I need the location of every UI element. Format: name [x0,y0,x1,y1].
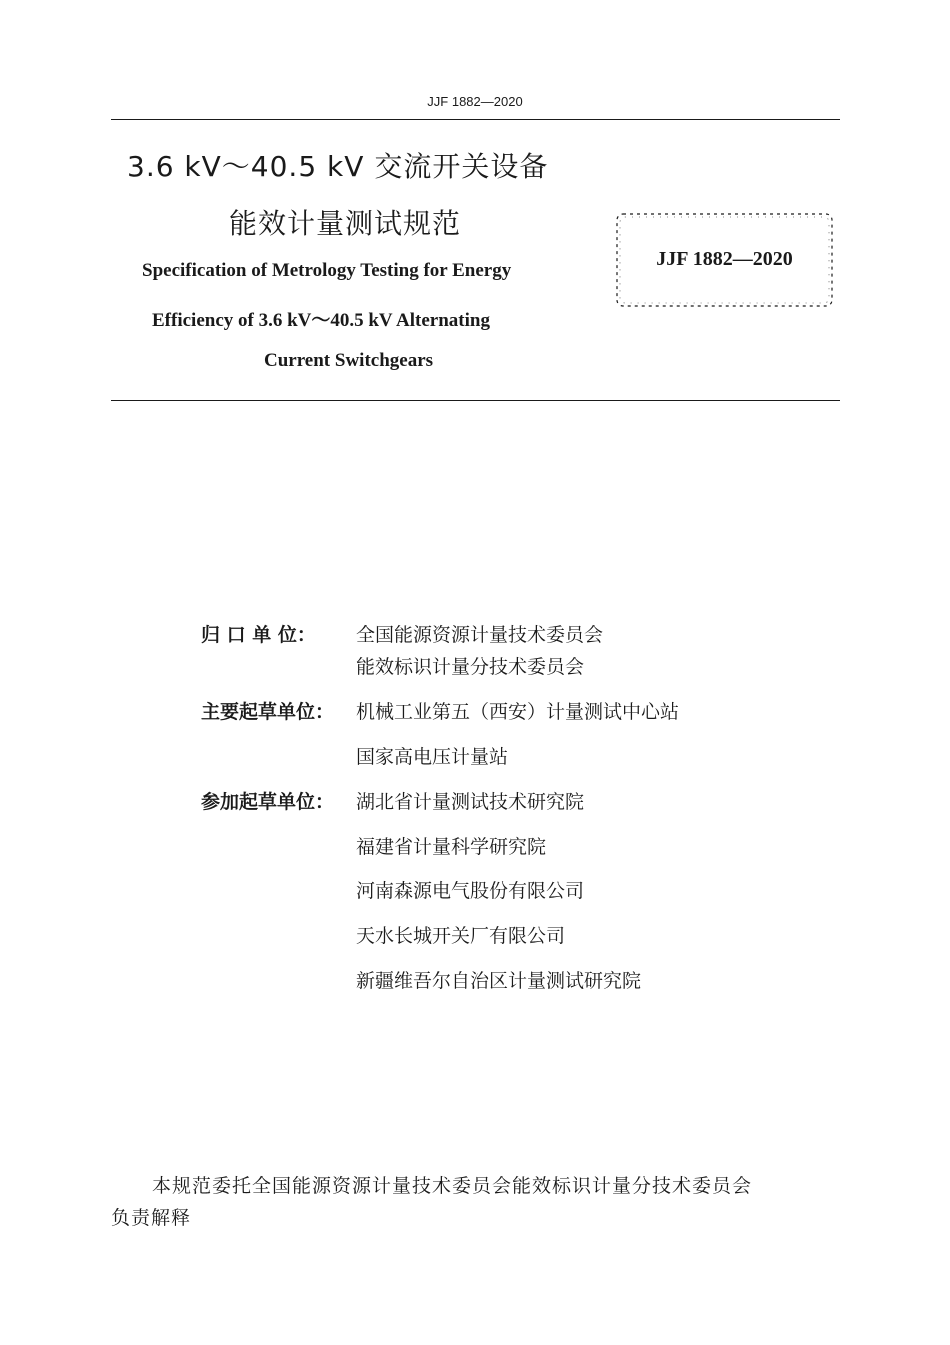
participating-unit-label: 参加起草单位： [201,791,335,813]
participating-unit-value: 福建省计量科学研究院 [356,836,547,858]
interpretation-note-line1: 本规范委托全国能源资源计量技术委员会能效标识计量分技术委员会 [152,1175,753,1197]
title-english-line2: Efficiency of 3.6 kV～40.5 kV Alternating [152,310,490,331]
responsible-unit-label: 归 口 单 位： [201,624,316,646]
participating-unit-value: 天水长城开关厂有限公司 [356,925,566,947]
interpretation-note-line2: 负责解释 [111,1207,192,1229]
top-divider [111,119,840,120]
title-chinese-line2: 能效计量测试规范 [229,207,462,240]
main-drafting-unit-value: 国家高电压计量站 [356,746,509,768]
title-bottom-divider [111,400,840,401]
participating-unit-value: 新疆维吾尔自治区计量测试研究院 [356,970,642,992]
main-drafting-unit-label: 主要起草单位： [201,701,335,723]
title-english-line1: Specification of Metrology Testing for Energy [142,260,512,281]
responsible-unit-value: 能效标识计量分技术委员会 [356,656,585,678]
main-drafting-unit-value: 机械工业第五（西安）计量测试中心站 [356,701,680,723]
title-english-line3: Current Switchgears [264,350,434,371]
participating-unit-value: 湖北省计量测试技术研究院 [356,791,585,813]
responsible-unit-value: 全国能源资源计量技术委员会 [356,624,604,646]
code-frame-label: JJF 1882—2020 [656,248,793,270]
participating-unit-value: 河南森源电气股份有限公司 [356,880,585,902]
title-chinese-line1: 3.6 kV～40.5 kV 交流开关设备 [127,150,549,183]
header-document-code: JJF 1882—2020 [427,94,523,109]
